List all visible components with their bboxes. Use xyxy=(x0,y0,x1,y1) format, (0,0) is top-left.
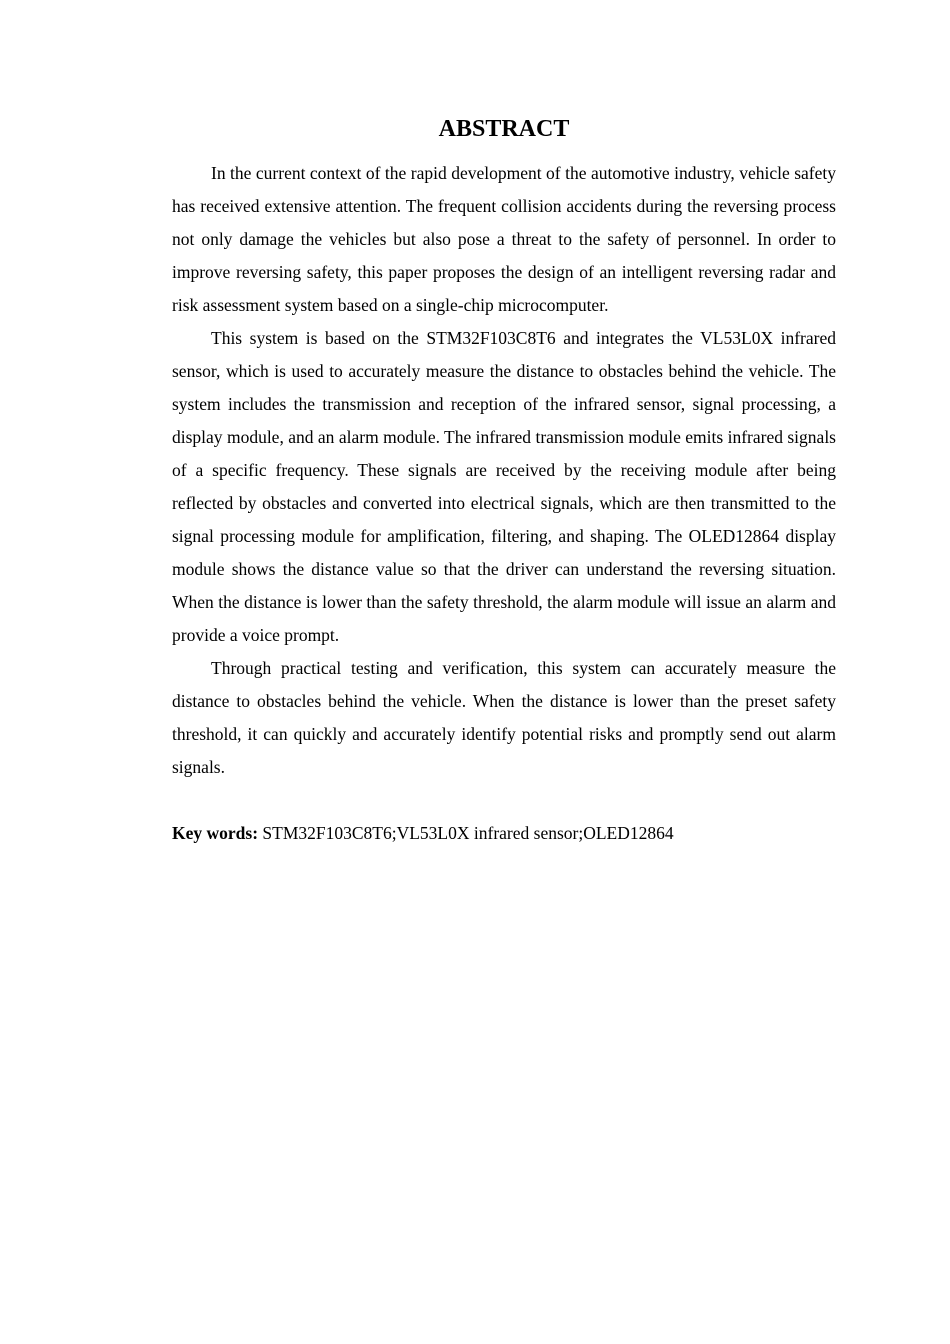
abstract-title: ABSTRACT xyxy=(438,116,570,142)
keywords-line xyxy=(172,817,836,850)
abstract-section xyxy=(172,113,836,850)
keywords-value: STM32F103C8T6;VL53L0X infrared sensor;OLED12864 xyxy=(262,823,674,843)
abstract-paragraph-3: Through practical testing and verification, this system can accurately measure the distance to obstacles behind the vehicle. When the distance is lower than the preset safety threshold, it can quickly and accurately identify potential risks and promptly send out alarm signals. xyxy=(172,658,836,777)
abstract-paragraph-1: In the current context of the rapid development of the automotive industry, vehicle safety has received extensive attention. The frequent collision accidents during the reversing process not only damage the vehicles but also pose a threat to the safety of personnel. In order to improve reversing safety, this paper proposes the design of an intelligent reversing radar and risk assessment system based on a single-chip microcomputer. xyxy=(172,163,836,315)
abstract-paragraph-2: This system is based on the STM32F103C8T6 and integrates the VL53L0X infrared sensor, which is used to accurately measure the distance to obstacles behind the vehicle. The system includes the transmission and reception of the infrared sensor, signal processing, a display module, and an alarm module. The infrared transmission module emits infrared signals of a specific frequency. These signals are received by the receiving module after being reflected by obstacles and converted into electrical signals, which are then transmitted to the signal processing module for amplification, filtering, and shaping. The OLED12864 display module shows the distance value so that the driver can understand the reversing situation. When the distance is lower than the safety threshold, the alarm module will issue an alarm and provide a voice prompt. xyxy=(172,328,836,645)
keywords-label: Key words: xyxy=(172,823,259,843)
